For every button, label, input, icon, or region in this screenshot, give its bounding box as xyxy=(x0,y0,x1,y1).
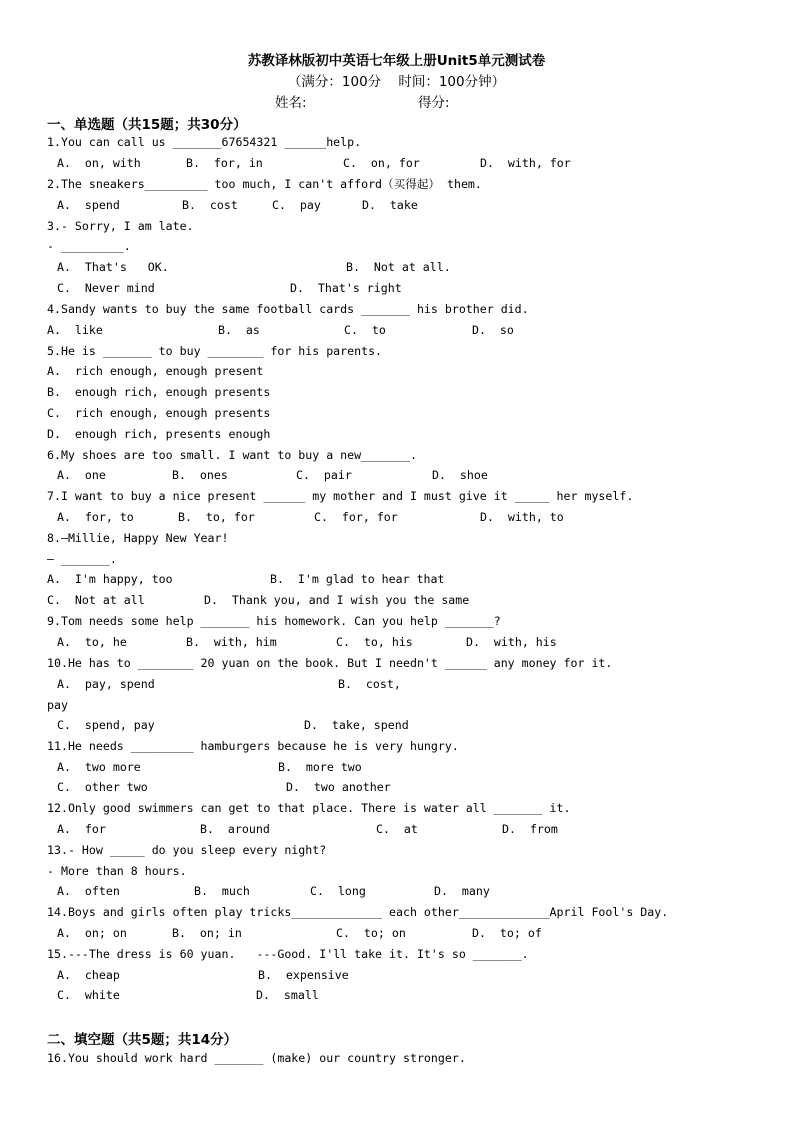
page-title: 苏教译林版初中英语七年级上册Unit5单元测试卷 xyxy=(247,53,546,69)
q10-option-c: C. spend, pay xyxy=(57,718,155,732)
q2-option-b: B. cost xyxy=(182,198,238,212)
q6-option-c: C. pair xyxy=(296,468,352,482)
score-label: 得分: xyxy=(418,95,450,111)
question-10: 10.He has to ________ 20 yuan on the book. But I needn't ______ any money for it. xyxy=(47,656,613,670)
q9-option-a: A. to, he xyxy=(57,635,127,649)
q9-option-b: B. with, him xyxy=(186,635,277,649)
q4-option-a: A. like xyxy=(47,323,103,337)
q6-option-a: A. one xyxy=(57,468,106,482)
q12-option-b: B. around xyxy=(200,822,270,836)
q4-option-d: D. so xyxy=(472,323,514,337)
q15-option-d: D. small xyxy=(256,988,319,1002)
q13-option-a: A. often xyxy=(57,884,120,898)
q2-option-a: A. spend xyxy=(57,198,120,212)
q15-option-b: B. expensive xyxy=(258,968,349,982)
q4-option-c: C. to xyxy=(344,323,386,337)
q14-option-c: C. to; on xyxy=(336,926,406,940)
q13-option-c: C. long xyxy=(310,884,366,898)
q11-option-d: D. two another xyxy=(286,780,391,794)
q11-option-a: A. two more xyxy=(57,760,141,774)
q5-option-c: C. rich enough, enough presents xyxy=(47,406,271,420)
question-11: 11.He needs _________ hamburgers because he is very hungry. xyxy=(47,739,459,753)
section-heading-1: 一、单选题（共15题；共30分） xyxy=(47,117,247,133)
q10-option-b-wrap: pay xyxy=(47,698,68,712)
question-9: 9.Tom needs some help _______ his homework. Can you help _______? xyxy=(47,614,501,628)
question-4: 4.Sandy wants to buy the same football cards _______ his brother did. xyxy=(47,302,529,316)
question-8: 8.—Millie, Happy New Year! xyxy=(47,531,229,545)
q8-option-d: D. Thank you, and I wish you the same xyxy=(204,593,470,607)
q3-option-a: A. That's OK. xyxy=(57,260,169,274)
q2-option-c: C. pay xyxy=(272,198,321,212)
question-15: 15.---The dress is 60 yuan. ---Good. I'll take it. It's so _______. xyxy=(47,947,529,961)
q15-option-a: A. cheap xyxy=(57,968,120,982)
question-13-reply: - More than 8 hours. xyxy=(47,864,187,878)
q14-option-a: A. on; on xyxy=(57,926,127,940)
q10-option-b: B. cost, xyxy=(338,677,401,691)
q7-option-a: A. for, to xyxy=(57,510,134,524)
q13-option-b: B. much xyxy=(194,884,250,898)
q3-option-c: C. Never mind xyxy=(57,281,155,295)
q8-option-b: B. I'm glad to hear that xyxy=(270,572,445,586)
q14-option-b: B. on; in xyxy=(172,926,242,940)
question-16: 16.You should work hard _______ (make) our country stronger. xyxy=(47,1051,466,1065)
q9-option-c: C. to, his xyxy=(336,635,413,649)
q13-option-d: D. many xyxy=(434,884,490,898)
q1-option-a: A. on, with xyxy=(57,156,141,170)
q1-option-d: D. with, for xyxy=(480,156,571,170)
question-1: 1.You can call us _______67654321 ______help. xyxy=(47,135,362,149)
q11-option-b: B. more two xyxy=(278,760,362,774)
q5-option-d: D. enough rich, presents enough xyxy=(47,427,271,441)
q4-option-b: B. as xyxy=(218,323,260,337)
q3-option-d: D. That's right xyxy=(290,281,402,295)
q3-option-b: B. Not at all. xyxy=(346,260,451,274)
q1-option-c: C. on, for xyxy=(343,156,420,170)
page-subtitle: （满分：100分 时间：100分钟） xyxy=(287,74,506,90)
q15-option-c: C. white xyxy=(57,988,120,1002)
q10-option-d: D. take, spend xyxy=(304,718,409,732)
q6-option-b: B. ones xyxy=(172,468,228,482)
q7-option-b: B. to, for xyxy=(178,510,255,524)
q9-option-d: D. with, his xyxy=(466,635,557,649)
question-5: 5.He is _______ to buy ________ for his parents. xyxy=(47,344,383,358)
q14-option-d: D. to; of xyxy=(472,926,542,940)
question-3-reply: - _________. xyxy=(47,239,131,253)
question-3: 3.- Sorry, I am late. xyxy=(47,219,194,233)
question-12: 12.Only good swimmers can get to that place. There is water all _______ it. xyxy=(47,801,571,815)
q7-option-c: C. for, for xyxy=(314,510,398,524)
question-7: 7.I want to buy a nice present ______ my mother and I must give it _____ her myself. xyxy=(47,489,634,503)
question-14: 14.Boys and girls often play tricks_____________ each other_____________April Fool's Day. xyxy=(47,905,669,919)
q10-option-a: A. pay, spend xyxy=(57,677,155,691)
q8-option-c: C. Not at all xyxy=(47,593,145,607)
q5-option-b: B. enough rich, enough presents xyxy=(47,385,271,399)
q12-option-d: D. from xyxy=(502,822,558,836)
q2-option-d: D. take xyxy=(362,198,418,212)
question-8-reply: — _______. xyxy=(47,552,117,566)
q5-option-a: A. rich enough, enough present xyxy=(47,364,264,378)
q12-option-a: A. for xyxy=(57,822,106,836)
question-2: 2.The sneakers_________ too much, I can't afford（买得起） them. xyxy=(47,177,482,191)
q1-option-b: B. for, in xyxy=(186,156,263,170)
q6-option-d: D. shoe xyxy=(432,468,488,482)
q11-option-c: C. other two xyxy=(57,780,148,794)
question-13: 13.- How _____ do you sleep every night? xyxy=(47,843,327,857)
q7-option-d: D. with, to xyxy=(480,510,564,524)
section-heading-2: 二、填空题（共5题；共14分） xyxy=(47,1032,238,1048)
name-label: 姓名: xyxy=(275,95,307,111)
q8-option-a: A. I'm happy, too xyxy=(47,572,173,586)
q12-option-c: C. at xyxy=(376,822,418,836)
question-6: 6.My shoes are too small. I want to buy a new_______. xyxy=(47,448,417,462)
